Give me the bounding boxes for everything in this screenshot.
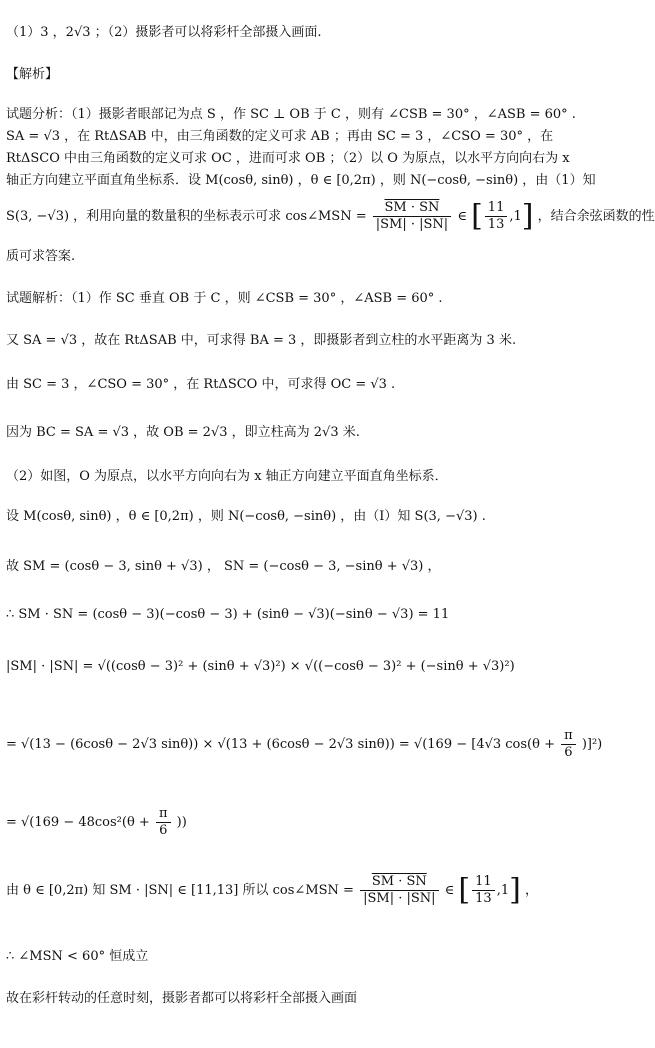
solution-line-12: 由 θ ∈ [0,2π) 知 SM · |SN| ∈ [11,13] 所以 cos∠MSN = $\frac{SM \cdot SN}{|SM| \cdot |SN|}$ ∈ [ $\frac{11}{13}$ ,1] ， <box>6 872 538 908</box>
answer-line: （1）3 ，2√3 ；（2）摄影者可以将彩杆全部摄入画面. <box>6 25 322 40</box>
cos-msn-fraction <box>373 200 451 233</box>
fraction-denominator: |SM| · |SN| <box>363 891 436 906</box>
conclusion-line-2: 故在彩杆转动的任意时刻，摄影者都可以将彩杆全部摄入画面 <box>6 991 358 1006</box>
solution-line-1: 试题解析：（1）作 SC 垂直 OB 于 C ，则 ∠CSB = 30° ，∠ASB = 60° . <box>6 291 443 306</box>
analysis-line-5: S(3, −√3) ，利用向量的数量积的坐标表示可求 cos∠MSN = $\frac{SM \cdot SN}{|SM| \cdot |SN|}$ ∈ [ $\frac{11}{13}$ ,1] ，结合余弦函数的性 <box>6 198 655 234</box>
solution-line-6: 设 M(cosθ, sinθ) ，θ ∈ [0,2π) ，则 N(−cosθ, −sinθ) ，由（Ⅰ）知 S(3, −√3) . <box>6 509 486 524</box>
solution-line-8: ∴ SM · SN = (cosθ − 3)(−cosθ − 3) + (sinθ − √3)(−sinθ − √3) = 11 <box>6 607 450 622</box>
analysis-line-3: RtΔSCO 中由三角函数的定义可求 OC ，进而可求 OB ；（2）以 O 为原点，以水平方向向右为 x <box>6 151 570 166</box>
pi-over-six: $\frac{\pi}{6}$ <box>156 806 171 839</box>
analysis-line-4: 轴正方向建立平面直角坐标系．设 M(cosθ, sinθ) ，θ ∈ [0,2π) ，则 N(−cosθ, −sinθ) ，由（1）知 <box>6 173 596 188</box>
analysis-line-5-tail: ，结合余弦函数的性 <box>537 209 655 224</box>
conclusion-line-1: ∴ ∠MSN < 60° 恒成立 <box>6 949 149 964</box>
solution-line-5: （2）如图，O 为原点，以水平方向向右为 x 轴正方向建立平面直角坐标系． <box>6 469 448 484</box>
solution-line-11: = √(169 − 48cos²(θ + $\frac{\pi}{6}$ )) <box>6 806 187 838</box>
element-of-symbol: ∈ <box>457 209 467 224</box>
solution-line-2: 又 SA = √3 ，故在 RtΔSAB 中，可求得 BA = 3 ，即摄影者到立柱的水平距离为 3 米. <box>6 333 517 348</box>
solution-line-4: 因为 BC = SA = √3 ，故 OB = 2√3 ，即立柱高为 2√3 米. <box>6 425 360 440</box>
interval-lower-fraction: $\frac{11}{13}$ <box>472 874 495 907</box>
analysis-line-1: 试题分析：（1）摄影者眼部记为点 S ，作 SC ⊥ OB 于 C ，则有 ∠CSB = 30° ，∠ASB = 60° . <box>6 107 576 122</box>
cos-msn-label: cos∠MSN = <box>285 209 367 224</box>
analysis-line-6: 质可求答案. <box>6 249 76 264</box>
solution-line-9: |SM| · |SN| = √((cosθ − 3)² + (sinθ + √3)²) × √((−cosθ − 3)² + (−sinθ + √3)²) <box>6 659 515 674</box>
section-heading-analysis: 【解析】 <box>6 67 59 82</box>
solution-line-10: = √(13 − (6cosθ − 2√3 sinθ)) × √(13 + (6cosθ − 2√3 sinθ)) = √(169 − [4√3 cos(θ + $\frac{\pi}{6}$ )]²) <box>6 728 603 760</box>
cos-msn-fraction <box>360 874 438 907</box>
analysis-line-5-text: S(3, −√3) ，利用向量的数量积的坐标表示可求 <box>6 209 282 224</box>
pi-over-six: $\frac{\pi}{6}$ <box>561 728 576 761</box>
analysis-line-2: SA = √3 ，在 RtΔSAB 中，由三角函数的定义可求 AB ；再由 SC = 3 ，∠CSO = 30° ，在 <box>6 129 554 144</box>
fraction-denominator: |SM| · |SN| <box>375 217 449 232</box>
fraction-numerator: SM · SN <box>373 200 451 217</box>
interval-lower-fraction: $\frac{11}{13}$ <box>485 200 508 233</box>
cos-msn-label: cos∠MSN = <box>272 883 354 898</box>
fraction-numerator: SM · SN <box>360 874 438 891</box>
solution-line-7: 故 SM = (cosθ − 3, sinθ + √3) ， SN = (−cosθ − 3, −sinθ + √3) ， <box>6 559 441 574</box>
solution-line-3: 由 SC = 3 ，∠CSO = 30° ，在 RtΔSCO 中，可求得 OC = √3 . <box>6 377 396 392</box>
